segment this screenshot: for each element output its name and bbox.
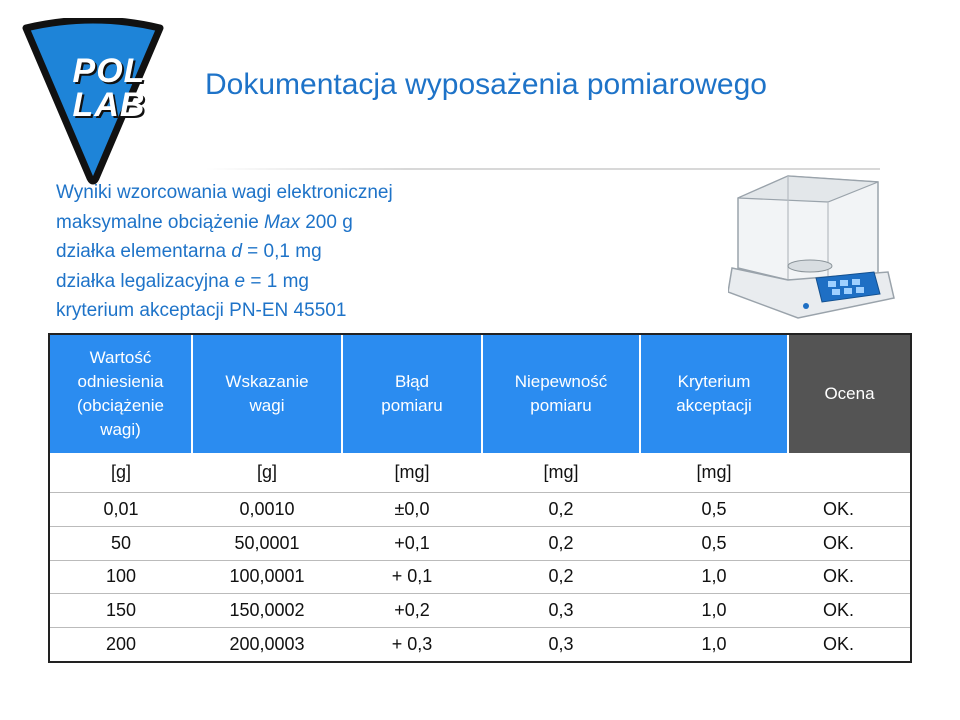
- unit-cell: [mg]: [696, 461, 732, 482]
- table-header-row: [50, 335, 910, 453]
- logo-line-1: POL: [72, 52, 146, 90]
- header-line: Kryterium: [677, 372, 751, 391]
- header-reference-value: [50, 335, 192, 453]
- pollab-logo: [18, 18, 168, 186]
- table-cell: 1,0: [640, 560, 788, 594]
- table-cell: +0,2: [342, 594, 482, 628]
- table-cell: 0,0010: [192, 492, 342, 526]
- table-cell: 0,3: [482, 628, 640, 661]
- results-table: [50, 335, 910, 661]
- table-cell: 150: [50, 594, 192, 628]
- logo-line-2: LAB: [72, 86, 146, 124]
- info-max-value: 200 g: [299, 211, 353, 233]
- header-criterion: [640, 335, 788, 453]
- header-line: (obciążenie: [77, 396, 164, 415]
- header-line: akceptacji: [676, 396, 752, 415]
- table-cell: 50,0001: [192, 526, 342, 560]
- header-line: wagi): [100, 420, 141, 439]
- info-scale-interval: [56, 237, 393, 267]
- header-line: odniesienia: [77, 372, 164, 391]
- header-error: [342, 335, 482, 453]
- table-row: [50, 560, 910, 594]
- table-cell: 0,2: [482, 492, 640, 526]
- table-body: [50, 453, 910, 661]
- header-line: pomiaru: [530, 396, 592, 415]
- table-cell: 0,2: [482, 560, 640, 594]
- unit-cell: [788, 453, 910, 492]
- table-cell: 0,2: [482, 526, 640, 560]
- table-cell: + 0,1: [342, 560, 482, 594]
- table-cell: OK.: [788, 594, 910, 628]
- page-title: Dokumentacja wyposażenia pomiarowego: [205, 68, 767, 101]
- table-row: [50, 526, 910, 560]
- table-cell: 200,0003: [192, 628, 342, 661]
- unit-cell: [g]: [256, 461, 277, 482]
- table-cell: 100: [50, 560, 192, 594]
- table-cell: 200: [50, 628, 192, 661]
- table-cell: 0,3: [482, 594, 640, 628]
- header-evaluation: [788, 335, 910, 453]
- header-indication: [192, 335, 342, 453]
- header-line: Wskazanie: [225, 372, 309, 391]
- units-row: [50, 453, 910, 492]
- header-line: Wartość: [89, 348, 152, 367]
- table-cell: 0,5: [640, 492, 788, 526]
- table-cell: + 0,3: [342, 628, 482, 661]
- table-cell: OK.: [788, 628, 910, 661]
- info-d-prefix: działka elementarna: [56, 241, 232, 262]
- table-cell: ±0,0: [342, 492, 482, 526]
- unit-cell: [mg]: [543, 461, 579, 482]
- info-e-value: = 1 mg: [245, 270, 309, 292]
- table-cell: +0,1: [342, 526, 482, 560]
- unit-cell: [mg]: [394, 461, 430, 482]
- table-cell: 50: [50, 526, 192, 560]
- info-max-prefix: maksymalne obciążenie: [56, 211, 265, 233]
- info-verification-interval: [56, 267, 393, 297]
- header-line: wagi: [249, 396, 285, 415]
- header-line: Niepewność: [514, 372, 608, 391]
- info-max-symbol: Max: [264, 211, 300, 233]
- unit-cell: [g]: [110, 461, 131, 482]
- analytical-balance-image: [728, 168, 898, 328]
- header-line: pomiaru: [381, 396, 443, 415]
- table-row: [50, 628, 910, 661]
- header-line: Błąd: [394, 372, 430, 391]
- calibration-info: [56, 178, 393, 326]
- info-criterion: kryterium akceptacji PN-EN 45501: [56, 300, 347, 321]
- info-max-load: [56, 208, 393, 238]
- table-cell: 1,0: [640, 594, 788, 628]
- info-d-value: = 0,1 mg: [241, 241, 322, 262]
- table-row: [50, 492, 910, 526]
- header-uncertainty: [482, 335, 640, 453]
- table-cell: 0,5: [640, 526, 788, 560]
- balance-icon: [728, 168, 898, 328]
- table-cell: 0,01: [50, 492, 192, 526]
- calibration-results-table: [48, 333, 912, 663]
- table-cell: 100,0001: [192, 560, 342, 594]
- table-cell: OK.: [788, 526, 910, 560]
- table-cell: OK.: [788, 560, 910, 594]
- table-cell: 150,0002: [192, 594, 342, 628]
- info-heading: Wyniki wzorcowania wagi elektronicznej: [56, 182, 393, 203]
- table-cell: 1,0: [640, 628, 788, 661]
- info-e-prefix: działka legalizacyjna: [56, 270, 235, 292]
- table-row: [50, 594, 910, 628]
- logo-text: [54, 54, 164, 122]
- header-line: Ocena: [824, 384, 875, 403]
- info-e-symbol: e: [234, 270, 246, 292]
- info-d-symbol: d: [231, 241, 242, 262]
- table-cell: OK.: [788, 492, 910, 526]
